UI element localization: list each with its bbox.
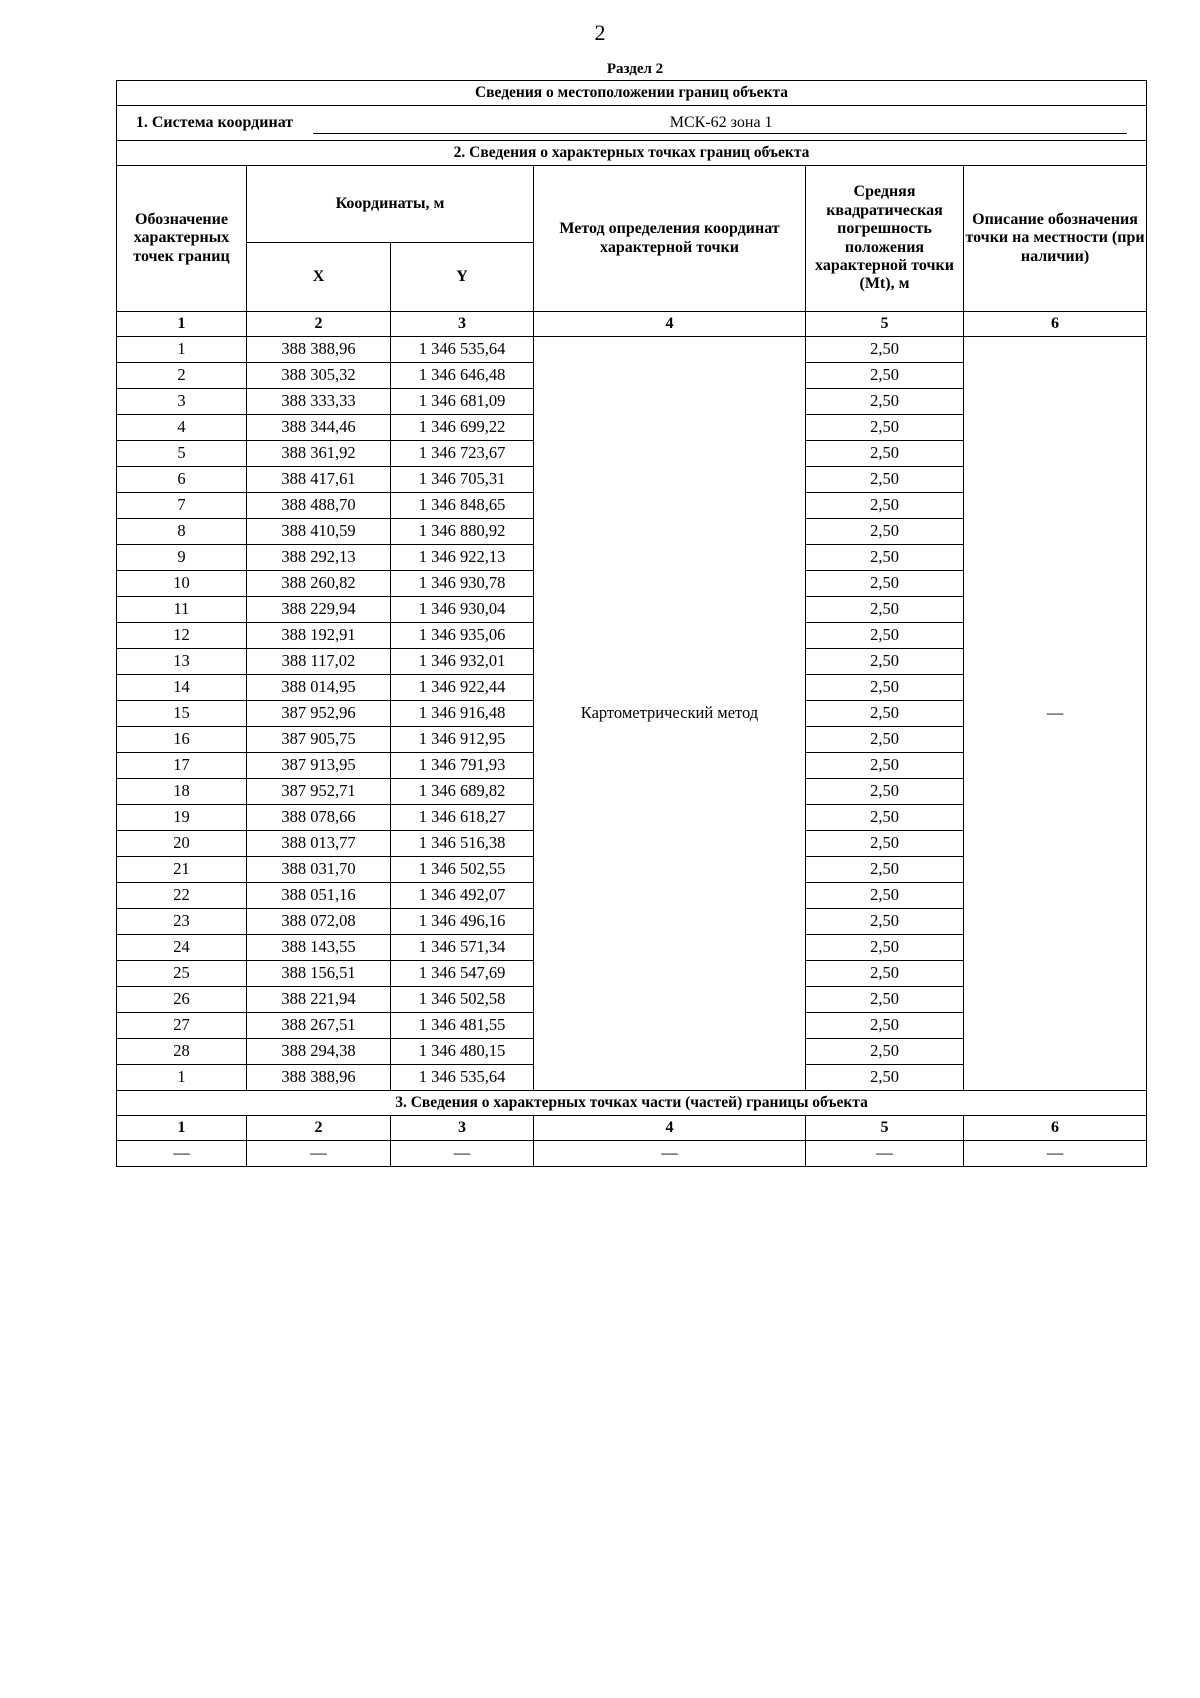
point-y: 1 346 930,78 [391,571,534,597]
point-error: 2,50 [806,493,964,519]
point-y: 1 346 723,67 [391,441,534,467]
point-number: 12 [117,623,247,649]
point-x: 388 410,59 [247,519,391,545]
point-x: 388 014,95 [247,675,391,701]
point-error: 2,50 [806,1039,964,1065]
point-error: 2,50 [806,415,964,441]
parts-column-number: 6 [964,1116,1147,1141]
point-x: 387 952,71 [247,779,391,805]
column-number: 4 [534,312,806,337]
point-error: 2,50 [806,623,964,649]
point-number: 10 [117,571,247,597]
point-x: 387 913,95 [247,753,391,779]
parts-cell: — [117,1141,247,1167]
point-x: 388 344,46 [247,415,391,441]
point-x: 387 952,96 [247,701,391,727]
parts-cell: — [391,1141,534,1167]
point-number: 16 [117,727,247,753]
column-number: 2 [247,312,391,337]
point-number: 7 [117,493,247,519]
column-number: 6 [964,312,1147,337]
point-error: 2,50 [806,805,964,831]
point-error: 2,50 [806,909,964,935]
point-number: 1 [117,337,247,363]
point-y: 1 346 922,13 [391,545,534,571]
point-y: 1 346 646,48 [391,363,534,389]
point-y: 1 346 880,92 [391,519,534,545]
point-number: 19 [117,805,247,831]
parts-row [117,1141,1147,1167]
point-number: 23 [117,909,247,935]
point-error: 2,50 [806,857,964,883]
point-y: 1 346 848,65 [391,493,534,519]
parts-column-number: 2 [247,1116,391,1141]
point-number: 6 [117,467,247,493]
point-y: 1 346 699,22 [391,415,534,441]
point-y: 1 346 932,01 [391,649,534,675]
point-x: 388 013,77 [247,831,391,857]
point-error: 2,50 [806,597,964,623]
point-y: 1 346 535,64 [391,1065,534,1091]
point-error: 2,50 [806,883,964,909]
parts-column-number: 1 [117,1116,247,1141]
point-y: 1 346 547,69 [391,961,534,987]
point-number: 26 [117,987,247,1013]
header-method: Метод определения координат характерной точки [534,166,806,312]
point-number: 2 [117,363,247,389]
point-error: 2,50 [806,467,964,493]
point-y: 1 346 492,07 [391,883,534,909]
parts-cell: — [247,1141,391,1167]
point-y: 1 346 916,48 [391,701,534,727]
point-y: 1 346 502,55 [391,857,534,883]
header-x: X [247,243,391,312]
point-y: 1 346 502,58 [391,987,534,1013]
point-y: 1 346 496,16 [391,909,534,935]
point-error: 2,50 [806,935,964,961]
point-error: 2,50 [806,363,964,389]
header-description: Описание обозначения точки на местности (при наличии) [964,166,1147,312]
point-method: Картометрический метод [534,337,806,1091]
point-number: 15 [117,701,247,727]
point-x: 388 267,51 [247,1013,391,1039]
point-number: 4 [117,415,247,441]
point-error: 2,50 [806,753,964,779]
point-y: 1 346 791,93 [391,753,534,779]
coordinate-system-value: МСК-62 зона 1 [313,112,1127,133]
boundary-table [116,80,1147,1167]
point-x: 387 905,75 [247,727,391,753]
point-y: 1 346 912,95 [391,727,534,753]
point-y: 1 346 705,31 [391,467,534,493]
point-number: 11 [117,597,247,623]
column-number: 1 [117,312,247,337]
header-y: Y [391,243,534,312]
point-error: 2,50 [806,441,964,467]
coordinate-system-label: 1. Система координат [135,114,294,132]
point-y: 1 346 681,09 [391,389,534,415]
parts-heading: 3. Сведения о характерных точках части (частей) границы объекта [117,1091,1147,1116]
point-y: 1 346 481,55 [391,1013,534,1039]
point-x: 388 292,13 [247,545,391,571]
point-x: 388 294,38 [247,1039,391,1065]
point-y: 1 346 930,04 [391,597,534,623]
header-coordinates: Координаты, м [247,166,534,243]
header-error: Средняя квадратическая погрешность положения характерной точки (Mt), м [806,166,964,312]
point-x: 388 072,08 [247,909,391,935]
point-description: — [964,337,1147,1091]
point-number: 22 [117,883,247,909]
point-x: 388 488,70 [247,493,391,519]
parts-cell: — [534,1141,806,1167]
point-number: 24 [117,935,247,961]
point-y: 1 346 516,38 [391,831,534,857]
point-x: 388 388,96 [247,337,391,363]
point-number: 25 [117,961,247,987]
parts-column-number: 3 [391,1116,534,1141]
point-x: 388 417,61 [247,467,391,493]
parts-column-number: 5 [806,1116,964,1141]
point-error: 2,50 [806,571,964,597]
point-error: 2,50 [806,961,964,987]
point-y: 1 346 689,82 [391,779,534,805]
point-error: 2,50 [806,519,964,545]
point-y: 1 346 935,06 [391,623,534,649]
parts-cell: — [964,1141,1147,1167]
parts-cell: — [806,1141,964,1167]
point-x: 388 078,66 [247,805,391,831]
point-error: 2,50 [806,1013,964,1039]
point-x: 388 260,82 [247,571,391,597]
point-x: 388 192,91 [247,623,391,649]
point-number: 14 [117,675,247,701]
point-error: 2,50 [806,1065,964,1091]
point-y: 1 346 480,15 [391,1039,534,1065]
point-number: 3 [117,389,247,415]
point-error: 2,50 [806,675,964,701]
point-x: 388 156,51 [247,961,391,987]
header-designation: Обозначение характерных точек границ [117,166,247,312]
point-y: 1 346 535,64 [391,337,534,363]
point-number: 13 [117,649,247,675]
point-error: 2,50 [806,649,964,675]
point-x: 388 051,16 [247,883,391,909]
point-x: 388 143,55 [247,935,391,961]
point-number: 9 [117,545,247,571]
point-error: 2,50 [806,545,964,571]
table-row [117,337,1147,363]
point-x: 388 333,33 [247,389,391,415]
point-x: 388 221,94 [247,987,391,1013]
point-error: 2,50 [806,337,964,363]
point-number: 28 [117,1039,247,1065]
point-y: 1 346 618,27 [391,805,534,831]
point-x: 388 361,92 [247,441,391,467]
section-heading: Раздел 2 [606,61,664,77]
table-title: Сведения о местоположении границ объекта [117,81,1147,106]
point-x: 388 229,94 [247,597,391,623]
point-x: 388 388,96 [247,1065,391,1091]
point-error: 2,50 [806,701,964,727]
point-number: 8 [117,519,247,545]
point-error: 2,50 [806,779,964,805]
point-x: 388 031,70 [247,857,391,883]
parts-column-number: 4 [534,1116,806,1141]
point-x: 388 305,32 [247,363,391,389]
point-y: 1 346 922,44 [391,675,534,701]
point-x: 388 117,02 [247,649,391,675]
column-number: 5 [806,312,964,337]
point-number: 21 [117,857,247,883]
point-number: 17 [117,753,247,779]
point-number: 5 [117,441,247,467]
point-number: 27 [117,1013,247,1039]
coordinate-system-row [117,106,1147,141]
point-error: 2,50 [806,727,964,753]
column-number: 3 [391,312,534,337]
point-number: 18 [117,779,247,805]
points-heading: 2. Сведения о характерных точках границ объекта [117,141,1147,166]
point-error: 2,50 [806,389,964,415]
page-number: 2 [594,20,606,45]
point-number: 20 [117,831,247,857]
point-number: 1 [117,1065,247,1091]
point-y: 1 346 571,34 [391,935,534,961]
point-error: 2,50 [806,987,964,1013]
point-error: 2,50 [806,831,964,857]
